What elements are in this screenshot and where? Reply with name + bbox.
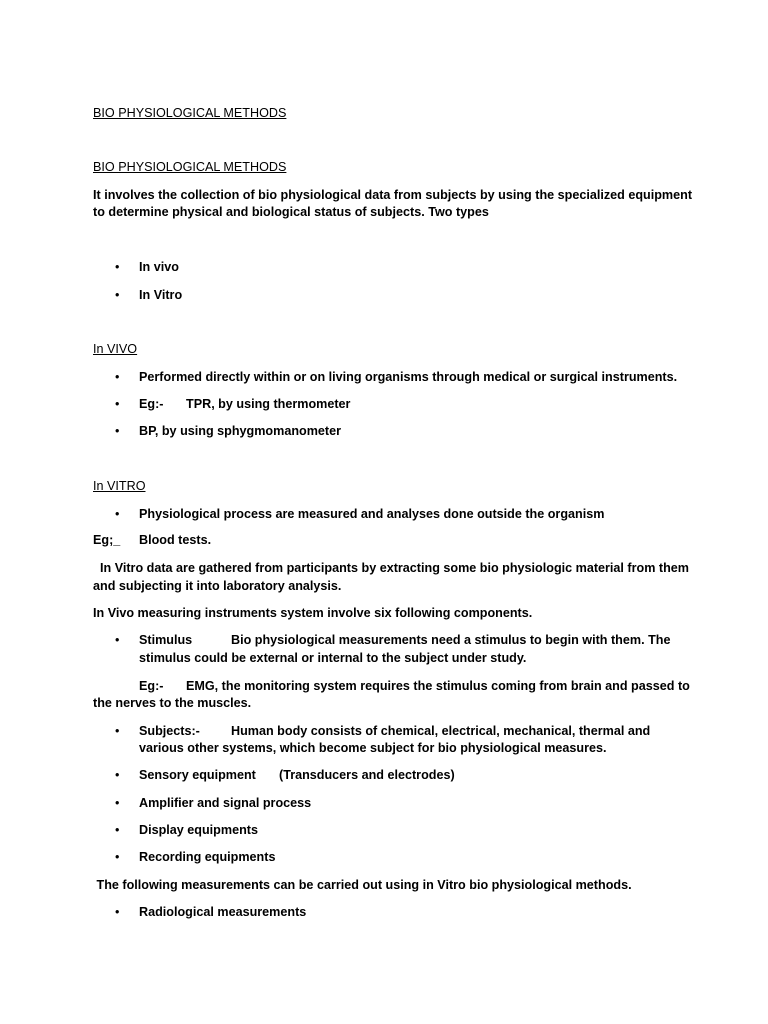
invitro-para-line-2: and subjecting it into laboratory analysis. (93, 579, 342, 593)
document-title: BIO PHYSIOLOGICAL METHODS (93, 106, 287, 120)
stimulus-label: Stimulus (139, 633, 193, 647)
intro-line-1: It involves the collection of bio physiological data from subjects by using the specialized equipment (93, 188, 693, 202)
invivo-item-1: Performed directly within or on living organisms through medical or surgical instruments. (139, 370, 678, 384)
invitro-para-line-1: In Vitro data are gathered from participants by extracting some bio physiologic material from them (93, 561, 690, 575)
invitro-item-1: Physiological process are measured and analyses done outside the organism (139, 507, 605, 521)
invivo-item-2-text: TPR, by using thermometer (186, 397, 351, 411)
component-display: Display equipments (139, 823, 258, 837)
bullet-icon: • (115, 850, 120, 864)
bullet-icon: • (115, 397, 120, 411)
type-item-in-vitro: In Vitro (139, 288, 183, 302)
subjects-label: Subjects:- (139, 724, 200, 738)
invivo-heading: In VIVO (93, 342, 138, 356)
bullet-icon: • (115, 424, 120, 438)
bullet-icon: • (115, 768, 120, 782)
invivo-item-3: BP, by using sphygmomanometer (139, 424, 342, 438)
invitro-measure-heading: The following measurements can be carried out using in Vitro bio physiological methods. (93, 878, 632, 892)
invitro-eg-text: Blood tests. (139, 533, 212, 547)
bullet-icon: • (115, 796, 120, 810)
sensory-label: Sensory equipment (139, 768, 256, 782)
subjects-text-line-2: various other systems, which become subject for bio physiological measures. (139, 741, 607, 755)
bullet-icon: • (115, 288, 120, 302)
components-heading: In Vivo measuring instruments system involve six following components. (93, 606, 533, 620)
type-item-in-vivo: In vivo (139, 260, 179, 274)
subjects-text-line-1: Human body consists of chemical, electrical, mechanical, thermal and (231, 724, 651, 738)
bullet-icon: • (115, 905, 120, 919)
section-heading: BIO PHYSIOLOGICAL METHODS (93, 160, 287, 174)
invivo-item-2-label: Eg:- (139, 397, 164, 411)
stimulus-text-line-1: Bio physiological measurements need a stimulus to begin with them. The (231, 633, 671, 647)
sensory-text: (Transducers and electrodes) (279, 768, 455, 782)
bullet-icon: • (115, 633, 120, 647)
invitro-measure-radiological: Radiological measurements (139, 905, 307, 919)
intro-line-2: to determine physical and biological status of subjects. Two types (93, 205, 489, 219)
component-recording: Recording equipments (139, 850, 276, 864)
component-amplifier: Amplifier and signal process (139, 796, 312, 810)
bullet-icon: • (115, 370, 120, 384)
bullet-icon: • (115, 823, 120, 837)
bullet-icon: • (115, 507, 120, 521)
invitro-heading: In VITRO (93, 479, 146, 493)
stimulus-eg-line-2: the nerves to the muscles. (93, 696, 252, 710)
invitro-eg-label: Eg;_ (93, 533, 121, 547)
stimulus-text-line-2: stimulus could be external or internal to the subject under study. (139, 651, 527, 665)
bullet-icon: • (115, 724, 120, 738)
bullet-icon: • (115, 260, 120, 274)
stimulus-eg-label: Eg:- (139, 679, 164, 693)
stimulus-eg-line-1: EMG, the monitoring system requires the stimulus coming from brain and passed to (186, 679, 690, 693)
